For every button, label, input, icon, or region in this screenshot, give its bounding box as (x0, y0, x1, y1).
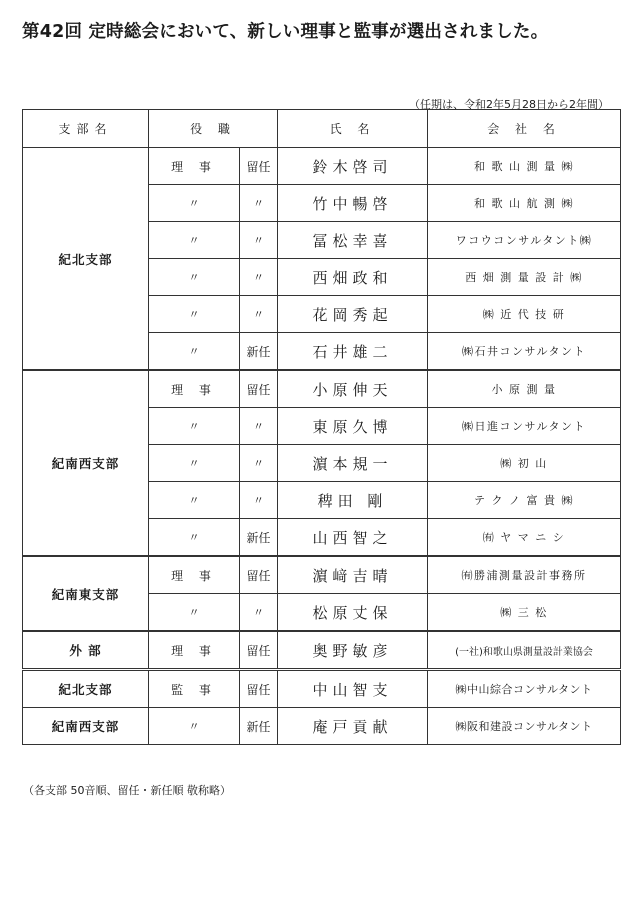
company-cell: 小 原 測 量 (428, 370, 621, 408)
company-cell: ㈲ ヤ マ ニ シ (428, 519, 621, 557)
footnote: （各支部 50音順、留任・新任順 敬称略） (23, 784, 231, 797)
role-cell: 理 事 (149, 148, 240, 185)
name-cell: 庵戸貢献 (278, 708, 428, 745)
role-cell: 理 事 (149, 370, 240, 408)
role-cell: 〃 (149, 185, 240, 222)
company-cell: テ ク ノ 富 貴 ㈱ (428, 482, 621, 519)
status-cell: 新任 (240, 519, 278, 557)
name-cell: 花岡秀起 (278, 296, 428, 333)
role-cell: 〃 (149, 482, 240, 519)
header-name: 氏 名 (278, 110, 428, 148)
name-cell: 鈴木啓司 (278, 148, 428, 185)
company-cell: ㈱中山綜合コンサルタント (428, 670, 621, 708)
company-cell: ㈱ 三 松 (428, 594, 621, 632)
role-cell: 〃 (149, 296, 240, 333)
company-cell: ㈱ 初 山 (428, 445, 621, 482)
status-cell: 留任 (240, 370, 278, 408)
name-cell: 西畑政和 (278, 259, 428, 296)
status-cell: 〃 (240, 259, 278, 296)
status-cell: 〃 (240, 445, 278, 482)
table-header-row (23, 110, 621, 148)
status-cell: 〃 (240, 296, 278, 333)
branch-cell: 紀北支部 (23, 148, 149, 371)
name-cell: 稗田 剛 (278, 482, 428, 519)
name-cell: 小原伸天 (278, 370, 428, 408)
status-cell: 〃 (240, 222, 278, 259)
branch-cell: 紀北支部 (23, 670, 149, 708)
branch-cell: 外 部 (23, 631, 149, 670)
status-cell: 留任 (240, 631, 278, 670)
status-cell: 〃 (240, 482, 278, 519)
role-cell: 〃 (149, 259, 240, 296)
role-cell: 〃 (149, 594, 240, 632)
role-cell: 〃 (149, 445, 240, 482)
company-cell: ㈱ 近 代 技 研 (428, 296, 621, 333)
company-cell: 西 畑 測 量 設 計 ㈱ (428, 259, 621, 296)
status-cell: 留任 (240, 556, 278, 594)
officers-table (22, 109, 621, 745)
status-cell: 〃 (240, 594, 278, 632)
name-cell: 冨松幸喜 (278, 222, 428, 259)
name-cell: 奥野敏彦 (278, 631, 428, 670)
name-cell: 石井雄二 (278, 333, 428, 371)
term-note: （任期は、令和2年5月28日から2年間） (409, 98, 609, 111)
name-cell: 中山智支 (278, 670, 428, 708)
page-title: 第42回 定時総会において、新しい理事と監事が選出されました。 (22, 22, 549, 42)
role-cell: 理 事 (149, 631, 240, 670)
company-cell: ㈱日進コンサルタント (428, 408, 621, 445)
company-cell: (一社)和歌山県測量設計業協会 (428, 631, 621, 670)
role-cell: 理 事 (149, 556, 240, 594)
company-cell: ワコウコンサルタント㈱ (428, 222, 621, 259)
name-cell: 山西智之 (278, 519, 428, 557)
status-cell: 留任 (240, 670, 278, 708)
status-cell: 〃 (240, 408, 278, 445)
role-cell: 監 事 (149, 670, 240, 708)
role-cell: 〃 (149, 408, 240, 445)
name-cell: 竹中暢啓 (278, 185, 428, 222)
table-row (23, 708, 621, 745)
company-cell: ㈲勝浦測量設計事務所 (428, 556, 621, 594)
name-cell: 東原久博 (278, 408, 428, 445)
branch-cell: 紀南西支部 (23, 708, 149, 745)
company-cell: 和 歌 山 測 量 ㈱ (428, 148, 621, 185)
company-cell: ㈱阪和建設コンサルタント (428, 708, 621, 745)
company-cell: 和 歌 山 航 測 ㈱ (428, 185, 621, 222)
header-branch: 支部名 (23, 110, 149, 148)
status-cell: 新任 (240, 708, 278, 745)
name-cell: 松原丈保 (278, 594, 428, 632)
role-cell: 〃 (149, 519, 240, 557)
branch-cell: 紀南西支部 (23, 370, 149, 556)
company-cell: ㈱石井コンサルタント (428, 333, 621, 371)
status-cell: 〃 (240, 185, 278, 222)
role-cell: 〃 (149, 708, 240, 745)
branch-cell: 紀南東支部 (23, 556, 149, 631)
header-role: 役 職 (149, 110, 278, 148)
table-row (23, 370, 621, 408)
name-cell: 濵﨑吉晴 (278, 556, 428, 594)
status-cell: 新任 (240, 333, 278, 371)
status-cell: 留任 (240, 148, 278, 185)
table-row (23, 631, 621, 670)
name-cell: 濵本規一 (278, 445, 428, 482)
header-company: 会 社 名 (428, 110, 621, 148)
role-cell: 〃 (149, 333, 240, 371)
table-row (23, 148, 621, 185)
role-cell: 〃 (149, 222, 240, 259)
table-row (23, 670, 621, 708)
table-row (23, 556, 621, 594)
